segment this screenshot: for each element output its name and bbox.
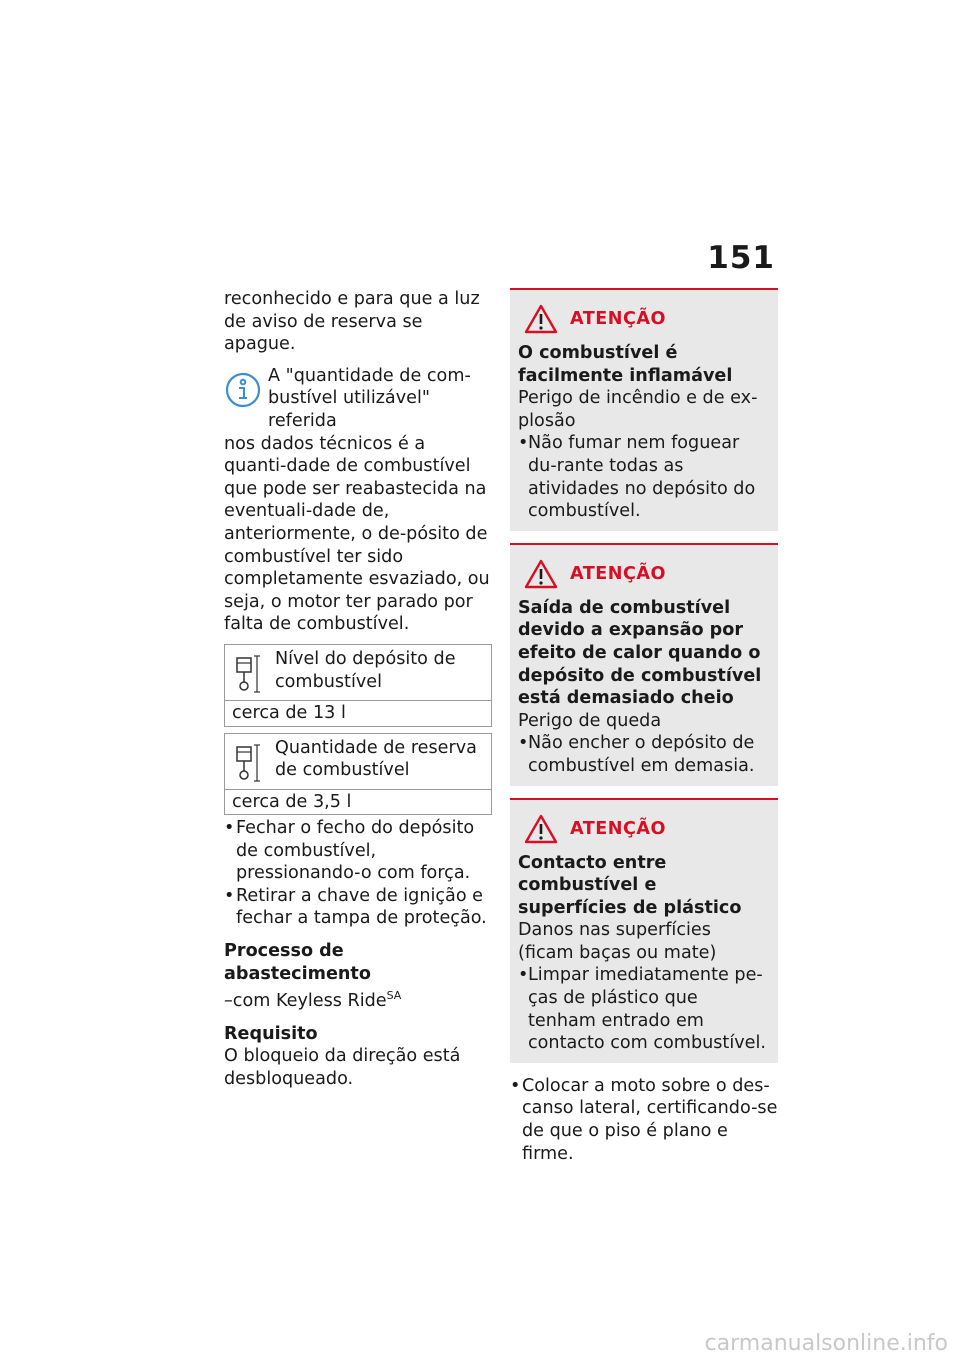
warning-text: Perigo de incêndio e de ex-plosão [518,388,758,431]
warning-box-1 [510,288,778,531]
list-item: • Colocar a moto sobre o des-canso lateral, certificando-se de que o piso é plano e firme. [510,1075,778,1164]
requirement-heading: Requisito [224,1023,318,1044]
right-column [510,288,778,1165]
section-subheading: –com Keyless Ride$^{SA}$ [224,989,402,1012]
info-note [224,365,492,636]
intro-paragraph: reconhecido e para que a luz de aviso de reserva se apague. [224,289,480,355]
spec-value: cerca de 3,5 l [232,791,352,812]
bullet-symbol: • [518,733,529,754]
spec-value: cerca de 13 l [232,702,346,723]
section-heading: Processo de abastecimento [224,941,371,984]
warning-text: Perigo de queda [518,710,662,731]
warning-box-3 [510,798,778,1063]
warning-box-2 [510,543,778,786]
info-rest: nos dados técnicos é a quanti-dade de combustível que pode ser reabastecida na eventuali-dade de, anteriormente, o de-pósito de combustível ter sido completamente esvaziado, ou seja, o motor ter parado por falta de combustível. [224,433,490,635]
info-icon [224,371,262,409]
warning-heading: Saída de combustível devido a expansão por efeito de calor quando o depósito de combustível está demasiado cheio [518,597,762,709]
spec-fuel-tank-level [224,644,492,727]
warning-text: Danos nas superfícies (ficam baças ou mate) [518,920,717,963]
list-item: • Retirar a chave de ignição e fechar a tampa de proteção. [224,885,487,929]
bullet-symbol: • [518,965,529,986]
action-list [224,817,492,930]
list-item: • Limpar imediatamente pe-ças de plástico que tenham entrado em contacto com combustível. [518,965,766,1054]
list-item: • Não fumar nem foguear du-rante todas as atividades no depósito do combustível. [518,433,756,522]
warning-triangle-icon [524,559,558,589]
list-item: • Não encher o depósito de combustível em demasia. [518,733,755,776]
spec-label: Nível do depósito de combustível [275,648,456,692]
fuel-gauge-icon [235,652,265,696]
bullet-symbol: • [518,433,529,454]
warning-title: ATENÇÃO [570,309,666,329]
requirement-text: O bloqueio da direção está desbloqueado. [224,1046,461,1089]
warning-triangle-icon [524,814,558,844]
warning-triangle-icon [524,304,558,334]
action-list [510,1075,778,1165]
info-first-lines: A "quantidade de com-bustível utilizável" referida [268,365,471,431]
warning-title: ATENÇÃO [570,818,666,839]
bullet-symbol: • [224,818,235,839]
list-item: • Fechar o fecho do depósito de combustível, pressionando-o com força. [224,818,475,884]
bullet-symbol: • [510,1075,521,1096]
spec-fuel-reserve [224,733,492,816]
warning-heading: O combustível é facilmente inflamável [518,343,733,386]
warning-title: ATENÇÃO [570,563,666,584]
fuel-gauge-icon [235,741,265,785]
spec-label: Quantidade de reserva de combustível [275,737,477,781]
bullet-symbol: • [224,885,235,906]
watermark: carmanualsonline.info [704,1331,948,1356]
page-number: 151 [707,240,775,276]
left-column [224,288,492,1090]
warning-heading: Contacto entre combustível e superfícies de plástico [518,852,742,918]
